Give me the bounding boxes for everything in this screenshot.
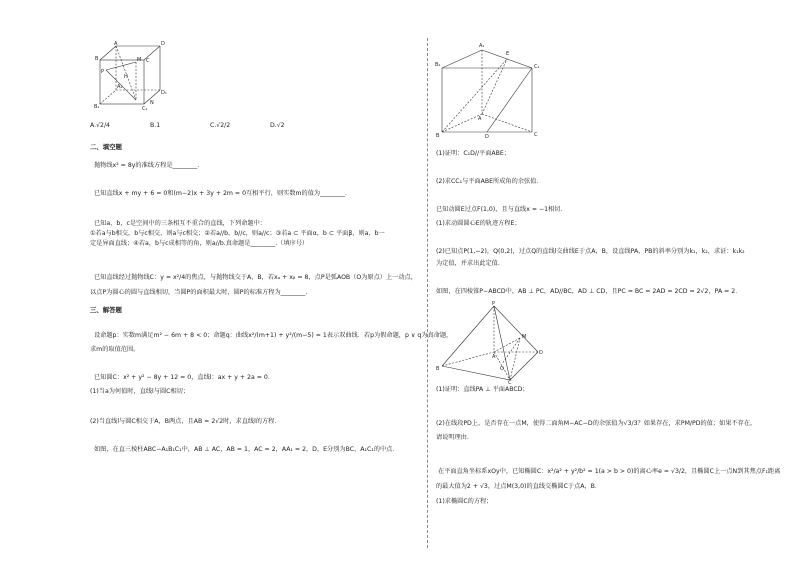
pyramid-question: 如图，在四棱锥P−ABCD中，AB ⊥ PC，AD//BC，AD ⊥ CD，且PC = BC = 2AD = 2CD = 2√2，PA = 2．	[436, 288, 742, 295]
label-A1: A₁	[479, 43, 485, 49]
label-M: M	[522, 334, 527, 340]
moving-circle-line1: 已知动圆E过点F(1,0)，且与直线x = −1相切．	[436, 206, 567, 213]
right-column	[434, 0, 779, 562]
label-D: D	[485, 134, 489, 138]
label-B: B	[95, 56, 99, 62]
question-circle-c-line2: (1)当a为何值时，直线l与圆C相切；	[90, 388, 190, 395]
question-lines-line3: 定是异面直线；④若a，b与c成相等的角，则a//b.真命题是________.（填序号）	[90, 240, 309, 247]
option-a: A.√2/4	[90, 122, 110, 129]
question-parallel-lines: 已知直线x + my + 6 = 0和(m−2)x + 3y + 2m = 0互相平行，则实数m的值为________.	[94, 190, 347, 197]
label-P: P	[492, 301, 496, 307]
prism-part2: (2)求CC₁与平面ABE所成角的余弦值．	[436, 178, 543, 185]
question-lines-line2: ①若a与b相交，b与c相交，则a与c相交；②若a//b，b//c，则a//c；③若a ⊂ 平面α，b ⊂ 平面β，则a，b一	[90, 230, 385, 237]
label-A: A	[492, 354, 496, 360]
label-A: A	[478, 116, 482, 122]
moving-circle-line2: (1)求动圆圆心E的轨迹方程E；	[436, 220, 521, 227]
label-D1: D₁	[161, 90, 167, 96]
label-B1: B₁	[435, 62, 441, 68]
pyramid-figure	[436, 300, 546, 384]
prism-part1: (1)证明：C₁D//平面ABE；	[436, 150, 511, 157]
question-circle-c-line1: 已知圆C：x² + y² − 8y + 12 = 0，直线l：ax + y + 2a = 0．	[94, 374, 275, 381]
label-D: D	[539, 350, 543, 356]
label-C: C	[146, 58, 150, 64]
option-b: B.1	[150, 122, 161, 129]
label-A: A	[114, 41, 118, 47]
label-C1: C₁	[534, 64, 540, 70]
ellipse-part1: (1)求椭圆C的方程；	[436, 498, 493, 505]
label-H: H	[124, 74, 128, 80]
label-P: P	[101, 69, 105, 75]
label-C: C	[508, 380, 512, 384]
question-prism: 如图，在直三棱柱ABC−A₁B₁C₁中，AB ⊥ AC，AB = 1，AC = 2，AA₁ = 2，D，E分别为BC，A₁C₁的中点．	[94, 446, 399, 453]
section-solutions: 三、解答题	[90, 306, 122, 314]
pyramid-part2-line2: 请说明理由．	[436, 434, 474, 441]
label-O: O	[500, 366, 504, 372]
ellipse-line2: 的最大值为2 + √3，过点M(3,0)的直线交椭圆C于点A，B．	[436, 483, 602, 490]
question-circle-c-line3: (2)当直线l与圆C相交于A，B两点，且AB = 2√2时，求直线l的方程．	[90, 418, 281, 425]
question-circle-line1: 已知直线经过抛物线C：y = x²/4的焦点，与抛物线交于A，B，若xₐ + xᵦ = 8，点P是弧AOB（O为原点）上一动点，	[94, 274, 417, 281]
label-B: B	[436, 133, 440, 138]
question-proposition-line1: 设命题p：实数m满足m² − 6m + 8 < 0；命题q：曲线x²/(m+1) + y²/(m−5) = 1表示双曲线．若p为假命题，p ∨ q为真命题，	[94, 332, 453, 339]
question-proposition-line2: 求m的取值范围。	[90, 346, 140, 353]
option-d: D.√2	[270, 122, 285, 129]
column-divider	[427, 38, 428, 548]
pyramid-part1: (1)证明：直线PA ⊥ 平面ABCD；	[436, 386, 529, 393]
label-C1: C₁	[142, 106, 148, 110]
prism-figure	[434, 40, 544, 138]
slopes-line1: (2)已知点P(1,−2)，Q(0,2)，过点Q的直线l交曲线E于点A，B，设直线PA，PB的斜率分别为k₁，k₂，求证：k₁k₂	[436, 248, 745, 255]
pyramid-part2-line1: (2)在线段PD上，是否存在一点M，使得二面角M−AC−D的余弦值为√3/3？如果存在，求PM/PD的值；如果不存在，	[436, 420, 757, 427]
question-parabola-directrix: 抛物线x² = 8y的准线方程是________.	[94, 162, 200, 169]
label-C: C	[534, 132, 538, 138]
left-column	[80, 0, 453, 562]
cube-figure	[92, 40, 172, 110]
option-c: C.√2/2	[210, 122, 231, 129]
label-E: E	[506, 51, 510, 57]
label-B1: B₁	[94, 104, 100, 110]
label-B: B	[436, 366, 440, 372]
label-A1: A₁	[117, 84, 123, 90]
label-M: M	[137, 57, 142, 63]
label-D: D	[161, 41, 165, 47]
label-N: N	[150, 100, 154, 106]
question-lines-line1: 已知a，b，c是空间中的三条相互不重合的直线，下列命题中：	[94, 220, 266, 227]
slopes-line2: 为定值，并求出此定值．	[436, 260, 505, 267]
ellipse-line1: 在平面直角坐标系xOy中，已知椭圆C：x²/a² + y²/b² = 1(a > b > 0)的离心率e = √3/2，且椭圆C上一点N到其焦点F₁距离	[438, 468, 781, 475]
question-circle-line2: 以点P为圆心的圆与直线相切，当圆P的面积最大时，圆P的标准方程为________.	[90, 289, 308, 296]
section-fill-blank: 二、填空题	[90, 143, 122, 151]
